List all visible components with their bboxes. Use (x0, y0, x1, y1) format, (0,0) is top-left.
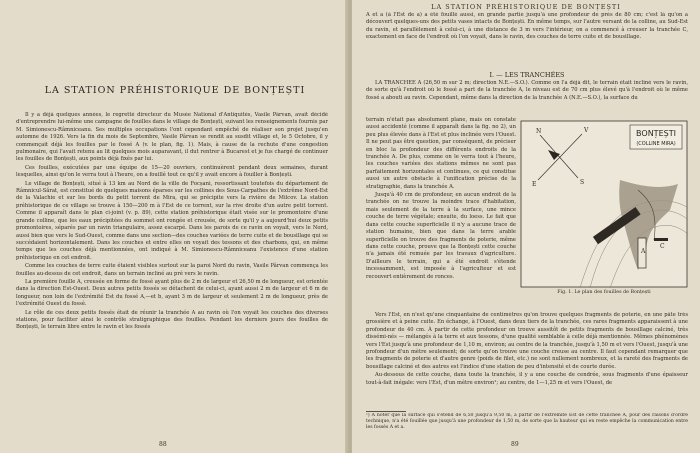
compass-s: S (580, 179, 585, 186)
paragraph: Le village de Bonțești, situé à 13 km au Nord de la ville de Focșani, ressortissant toutefois du département de Râmnicul-Sărat, est constitué de quelques maisons éparses sur les collines des Sous-Carpathes de l'extrême Nord-Est de la Valachie et sur les bords du petit torrent de Mira, qui se précipite vers la rivière de Milcov. La station préhistorique de ce village se trouve à 150—200 m à l'Est de ce torrent, sur la rive droite d'un autre petit torrent. Comme il apparaît dans le plan ci-joint (v. p. 89), cette station préhistorique était visée sur le promontoire d'une grande colline, que les eaux précipitées du sommet ont rongée et creusée, de sorte qu'il y a aujourd'hui deux petits promontoires, séparés par un ravin triangulaire, assez escarpé. Dans les parois de ce ravin on voyait, vers le Nord, aussi bien que vers le Sud-Ouest, comme dans une section—des couches variées de terre cuite et de bousillage qui se succédaient horizontalement. Dans les couches et entre elles on voyait des tessons et des charbons, qui, en même temps que les couches déjà mentionnées, ont indiqué à M. Simionescu-Râmniceanu l'existence d'une station préhistorique en cet endroit. (16, 180, 328, 261)
compass-n: N (536, 128, 542, 135)
paragraph: A et a (à l'Est de a) a été fouillé aussi, en grande partie jusqu'à une profondeur de près de 80 cm; c'est là qu'on a découvert quelques-uns des petits vases intacts de Bonțești. En même temps, sur l'autre versant de la colline, au Sud-Est du ravin, et parallèlement à celui-ci, à une distance de 3 m vers l'intérieur, on a commencé à creuser la tranchée C, exactement en face de l'endroit où l'on voyait, dans le ravin, des couches de terre cuite et de bousillage. (366, 12, 688, 41)
footnote (366, 413, 688, 441)
left-page (0, 0, 348, 453)
figure-caption: Fig. 1. Le plan des fouilles de Bonțești (557, 290, 651, 295)
narrow-text-column (366, 117, 516, 313)
paragraph: La première fouille A, creusée en forme de fossé ayant plus de 2 m de largeur et 26,50 m de longueur, est orientée dans la direction Est-Ouest. Deux autres petits fossés se détachent de celui-ci, ayant aussi 2 m de largeur et 6 m de longueur, non loin de l'extrémité Est du fossé A,—et b, ayant 3 m de largeur et seulement 2 m de longueur, près de l'extrémité Ouest du fossé. (16, 278, 328, 308)
paragraph: Jusqu'à 40 cm de profondeur, en aucun endroit de la tranchée on ne trouve la moindre trace d'habitation, mais seulement de la terre à la surface, une mince couche de terre végétale; ensuite, du loess. Le fait que dans cette couche superficielle il n'y a aucune trace de station humaine, bien que dans la terre arable superficielle on trouve des fragments de poterie, même dans cette couche, prouve que la Bonțești cette couche n'a jamais été remuée par les travaux d'agriculture. D'ailleurs le terrain, qui a été endroit s'étende incessamment, est imposée à l'agriculteur et est recouvert entièrement de ronces. (366, 192, 516, 280)
full-text-column (366, 312, 688, 410)
paragraph: Le rôle de ces deux petits fossés était de réunir la tranchée A au ravin où l'on voyait les couches des diverses stations, pour faciliter ainsi le contrôle stratigraphique des fouilles. Pendant les derniers jours des fouilles de Bonțești, le terrain libre entre le ravin et les fossés (16, 309, 328, 331)
paragraph: Il y a déjà quelques années, le regretté directeur du Musée National d'Antiquités, Vasile Pârvan, avait décidé d'entreprendre lui-même une campagne de fouilles dans le village de Bonțești, suivant les renseignements fournis par M. Simionescu-Râmniceanu. Ses multiples occupations l'ont cependant empêché de réaliser son projet jusqu'en automne de 1926. Vers la fin du mois de Septembre, Vasile Pârvan se rendit au susdit village et, le 5 Octobre, il y commençait déjà les fouilles par le fossé A (v. le plan, fig. 1). Mais, à cause de la rechute d'une congestion pulmonaire, qui l'avait retenu au lit quelques mois auparavant, il dut rentrer à Bucarest et je fus chargé de continuer les fouilles de Bonțești, aux points déjà fixés par lui. (16, 112, 328, 163)
label-c: C (660, 243, 665, 250)
plan-title: BONȚEȘTI (636, 129, 676, 138)
footnote-text: ¹) À noter que la surface qui s'étend de 6,50 jusqu'à 9,50 m, à partir de l'extrémité Est de cette tranchée A, pour des raisons d'ordre technique, n'a été fouillée que jusqu'à une profondeur de 1,50 m, de sorte que la hauteur qui en reste empêche la communication entre les fossés A et a. (366, 413, 688, 431)
site-plan-figure (520, 120, 688, 296)
running-head: LA STATION PRÉHISTORIQUE DE BONȚEȘTI (431, 3, 621, 11)
top-paragraph-block (366, 12, 688, 70)
paragraph: Vers l'Est, en n'est qu'une cinquantaine de centimètres qu'on trouve quelques fragments de poterie, en une pâte très grossière et à peine cuite. En échange, à l'Ouest, dans deux tiers de la tranchée, ces rares fragments apparaissent à une profondeur de 40 cm. À partir de cette profondeur on trouve aussitôt de petits fragments de bousillage calciné, très dissémi-nés — mélangés à la terre et aux tessons, d'une qualité semblable à celle déjà mentionnée. Mêmes phénomènes vers l'Est jusqu'à une profondeur de 1,10 m, environ; au centre de la tranchée, jusqu'à 1,50 m et vers l'Ouest, jusqu'à une profondeur d'un mètre seulement; de sorte qu'on trouve une couche creuse au centre. Il faut cependant remarquer que les fragments de poterie et d'autre genre (poids de filet, etc.) ne sont nullement nombreux, et la rareté des fragments de bousillage calciné et des autres est l'indice d'une station de peu d'intensité et de courte durée. (366, 312, 688, 370)
paragraph: Comme les couches de terre cuite étaient visibles surtout sur la paroi Nord du ravin, Vasile Pârvan commença les fouilles au-dessus de cet endroit, dans un terrain incliné au pré vers le ravin. (16, 263, 328, 277)
page-number-left: 88 (159, 441, 167, 448)
compass-e: E (532, 181, 537, 188)
label-a: A (641, 248, 646, 255)
paragraph: terrain n'était pas absolument plane, mais on constate aussi accidenté (comme il apparaît dans la fig. no 2), un peu plus élevée dans à l'Est et plus inclinée vers l'Ouest. Il ne peut pas être question, par conséquent, de préciser en bloc la profondeur des différents endroits de la tranchée A. De plus, comme on le verra tout à l'heure, les couches variées des stations mêmes ne sont pas parfaitement horizontales et continues, ce qui constitue aussi un autre obstacle à l'unification précise de la stratigraphie, dans la tranchée A. (366, 117, 516, 190)
section-heading: I. — LES TRANCHÉES (489, 71, 565, 79)
site-plan-drawing (520, 120, 688, 288)
paragraph: Ces fouilles, exécutées par une équipe de 15—20 ouvriers, continuèrent pendant deux semaines, durant lesquelles, ainsi qu'on le verra tout à l'heure, on a fouillé tout ce qu'il y avait encore à fouiller à Bonțești. (16, 164, 328, 179)
compass-w: V (584, 127, 589, 134)
left-text-column (16, 112, 328, 434)
footnote-rule (366, 411, 406, 412)
paragraph: Au-dessous de cette couche, dans toute la tranchée, il y a une couche de cendrée, sous fragments d'une épaisseur tout-à-fait inégale: vers l'Est, d'un mètre environ¹; au centre, de 1—1,25 m et vers l'Ouest, de (366, 372, 688, 386)
trench-c (654, 238, 668, 241)
plan-subtitle: (COLLINE MIRA) (636, 141, 676, 147)
paragraph: LA TRANCHÉE A (26,50 m sur 2 m; direction N.E.—S.O.). Comme on l'a déjà dit, le terrain était incliné vers le ravin, de sorte qu'à l'endroit où le fossé a part de la tranchée A, le niveau est de 70 cm plus élevé qu'à l'endroit où le même fossé a abouti au ravin. Cependant, même dans la direction de la tranchée A (N.E.—S.O.), la surface du (366, 80, 688, 101)
first-paragraph-block (366, 80, 688, 116)
right-page (352, 0, 700, 453)
chapter-title: LA STATION PRÉHISTORIQUE DE BONȚEȘTI (44, 85, 306, 96)
page-number-right: 89 (511, 441, 519, 448)
